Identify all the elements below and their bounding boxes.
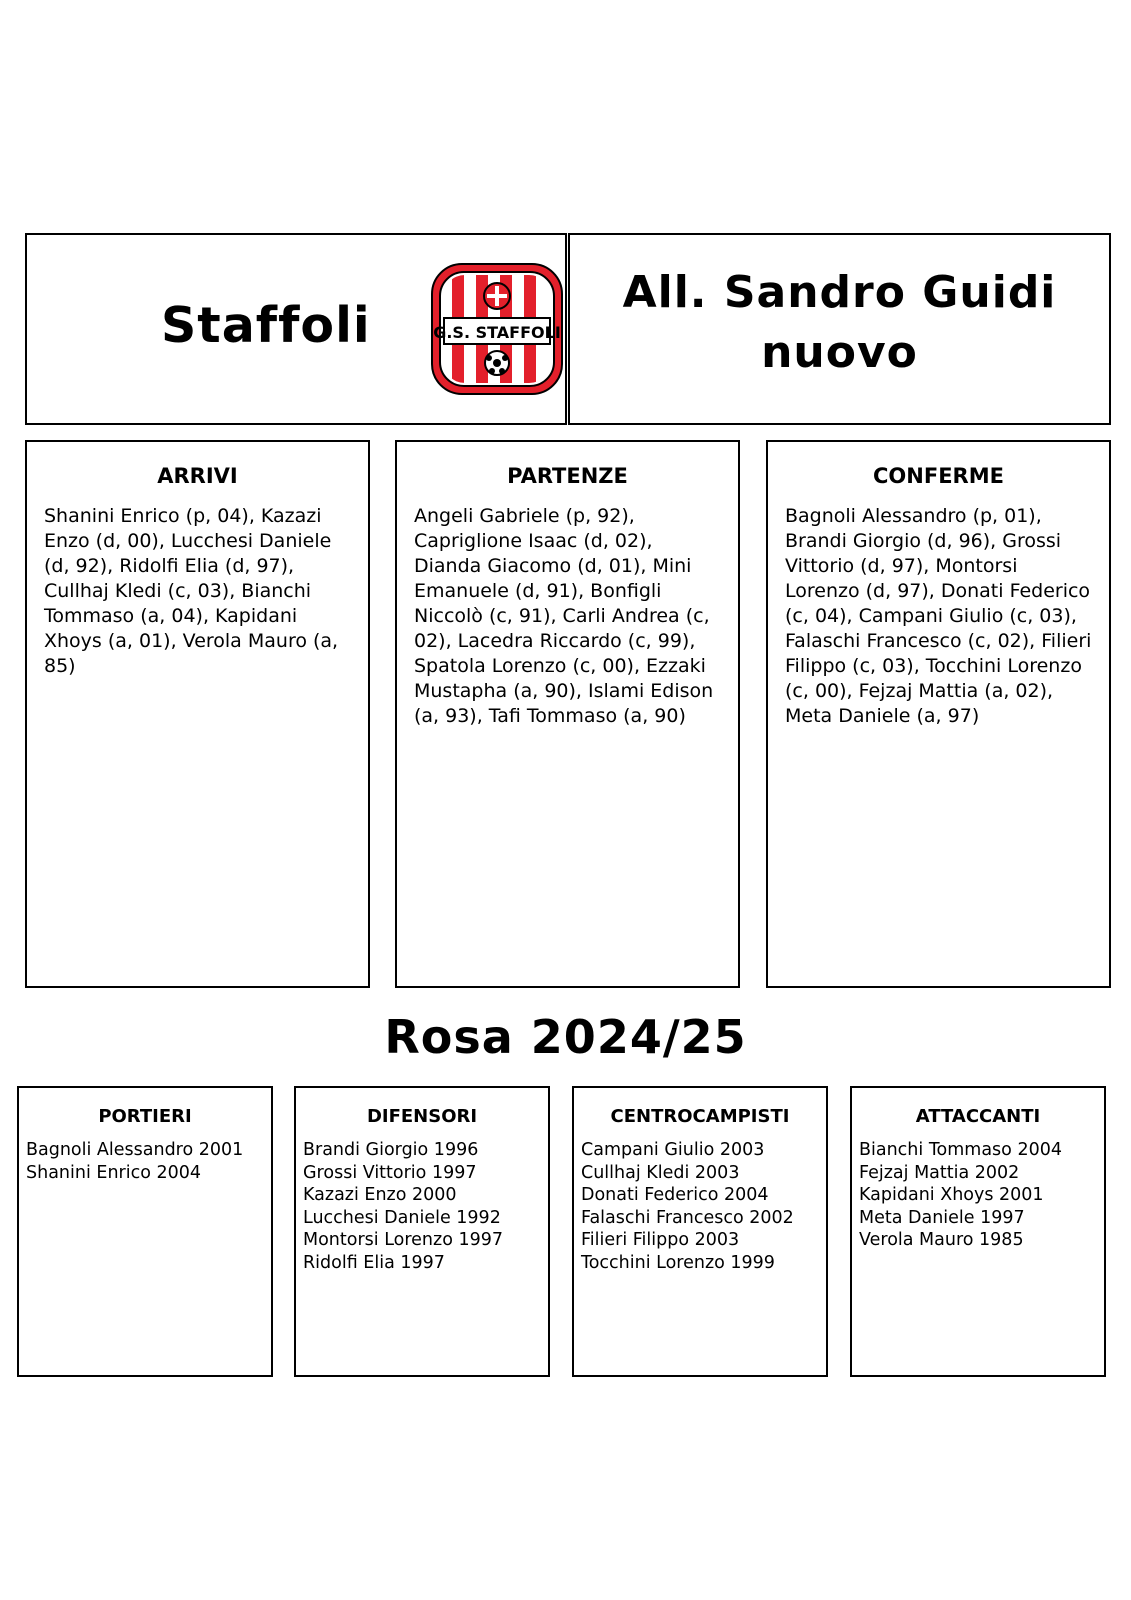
list-item: Lucchesi Daniele 1992 — [303, 1207, 501, 1228]
difensori-list — [303, 1139, 548, 1274]
attaccanti-title: ATTACCANTI — [915, 1106, 1041, 1127]
rosa-title: Rosa 2024/25 — [384, 1010, 747, 1064]
list-item: Filieri Filippo 2003 — [581, 1230, 740, 1250]
portieri-title: PORTIERI — [98, 1106, 192, 1127]
partenze-title: PARTENZE — [507, 464, 628, 488]
portieri-box — [17, 1086, 273, 1377]
attaccanti-list — [859, 1139, 1104, 1252]
conferme-box — [766, 440, 1111, 988]
list-item: Ridolfi Elia 1997 — [303, 1252, 445, 1273]
centrocampisti-title: CENTROCAMPISTI — [610, 1106, 790, 1127]
coach-status: nuovo — [761, 327, 918, 378]
svg-text:G.S. STAFFOLI: G.S. STAFFOLI — [433, 323, 561, 342]
list-item: Bagnoli Alessandro 2001 — [26, 1140, 244, 1160]
centrocampisti-box — [572, 1086, 828, 1377]
header-team-panel — [25, 233, 567, 425]
portieri-list — [26, 1139, 271, 1184]
header-coach-panel — [568, 233, 1111, 425]
club-logo-text — [430, 262, 564, 396]
team-name: Staffoli — [161, 297, 371, 354]
list-item: Tocchini Lorenzo 1999 — [581, 1252, 775, 1273]
partenze-text: Angeli Gabriele (p, 92), Capriglione Isaac (d, 02), Dianda Giacomo (d, 01), Mini Emanuele (d, 91), Bonfigli Niccolò (c, 91), Carli Andrea (c, 02), Lacedra Riccardo (c, 99), Spatola Lorenzo (c, 00), Ezzaki Mustapha (a, 90), Islami Edison (a, 93), Tafi Tommaso (a, 90) — [414, 505, 714, 727]
list-item: Grossi Vittorio 1997 — [303, 1162, 477, 1183]
difensori-box — [294, 1086, 550, 1377]
list-item: Shanini Enrico 2004 — [26, 1162, 202, 1183]
list-item: Meta Daniele 1997 — [859, 1207, 1025, 1228]
coach-name: All. Sandro Guidi — [622, 267, 1057, 318]
list-item: Brandi Giorgio 1996 — [303, 1140, 479, 1160]
list-item: Bianchi Tommaso 2004 — [859, 1140, 1062, 1160]
list-item: Kazazi Enzo 2000 — [303, 1185, 457, 1205]
list-item: Montorsi Lorenzo 1997 — [303, 1230, 504, 1250]
list-item: Kapidani Xhoys 2001 — [859, 1185, 1044, 1205]
arrivi-text: Shanini Enrico (p, 04), Kazazi Enzo (d, 00), Lucchesi Daniele (d, 92), Ridolfi Elia (d, 97), Cullhaj Kledi (c, 03), Bianchi Tommaso (a, 04), Kapidani Xhoys (a, 01), Verola Mauro (a, 85) — [44, 505, 339, 677]
attaccanti-box — [850, 1086, 1106, 1377]
conferme-text: Bagnoli Alessandro (p, 01), Brandi Giorgio (d, 96), Grossi Vittorio (d, 97), Montorsi Lorenzo (d, 97), Donati Federico (c, 04), Campani Giulio (c, 03), Falaschi Francesco (c, 02), Filieri Filippo (c, 03), Tocchini Lorenzo (c, 00), Fejzaj Mattia (a, 02), Meta Daniele (a, 97) — [785, 505, 1092, 727]
arrivi-box — [25, 440, 370, 988]
list-item: Cullhaj Kledi 2003 — [581, 1162, 740, 1183]
list-item: Verola Mauro 1985 — [859, 1230, 1024, 1250]
conferme-title: CONFERME — [873, 464, 1004, 488]
arrivi-title: ARRIVI — [157, 464, 238, 488]
partenze-box — [395, 440, 740, 988]
list-item: Fejzaj Mattia 2002 — [859, 1162, 1020, 1183]
list-item: Campani Giulio 2003 — [581, 1140, 765, 1160]
list-item: Falaschi Francesco 2002 — [581, 1207, 794, 1228]
centrocampisti-list — [581, 1139, 826, 1274]
list-item: Donati Federico 2004 — [581, 1185, 769, 1205]
difensori-title: DIFENSORI — [366, 1106, 478, 1127]
coach-info — [570, 263, 1109, 383]
